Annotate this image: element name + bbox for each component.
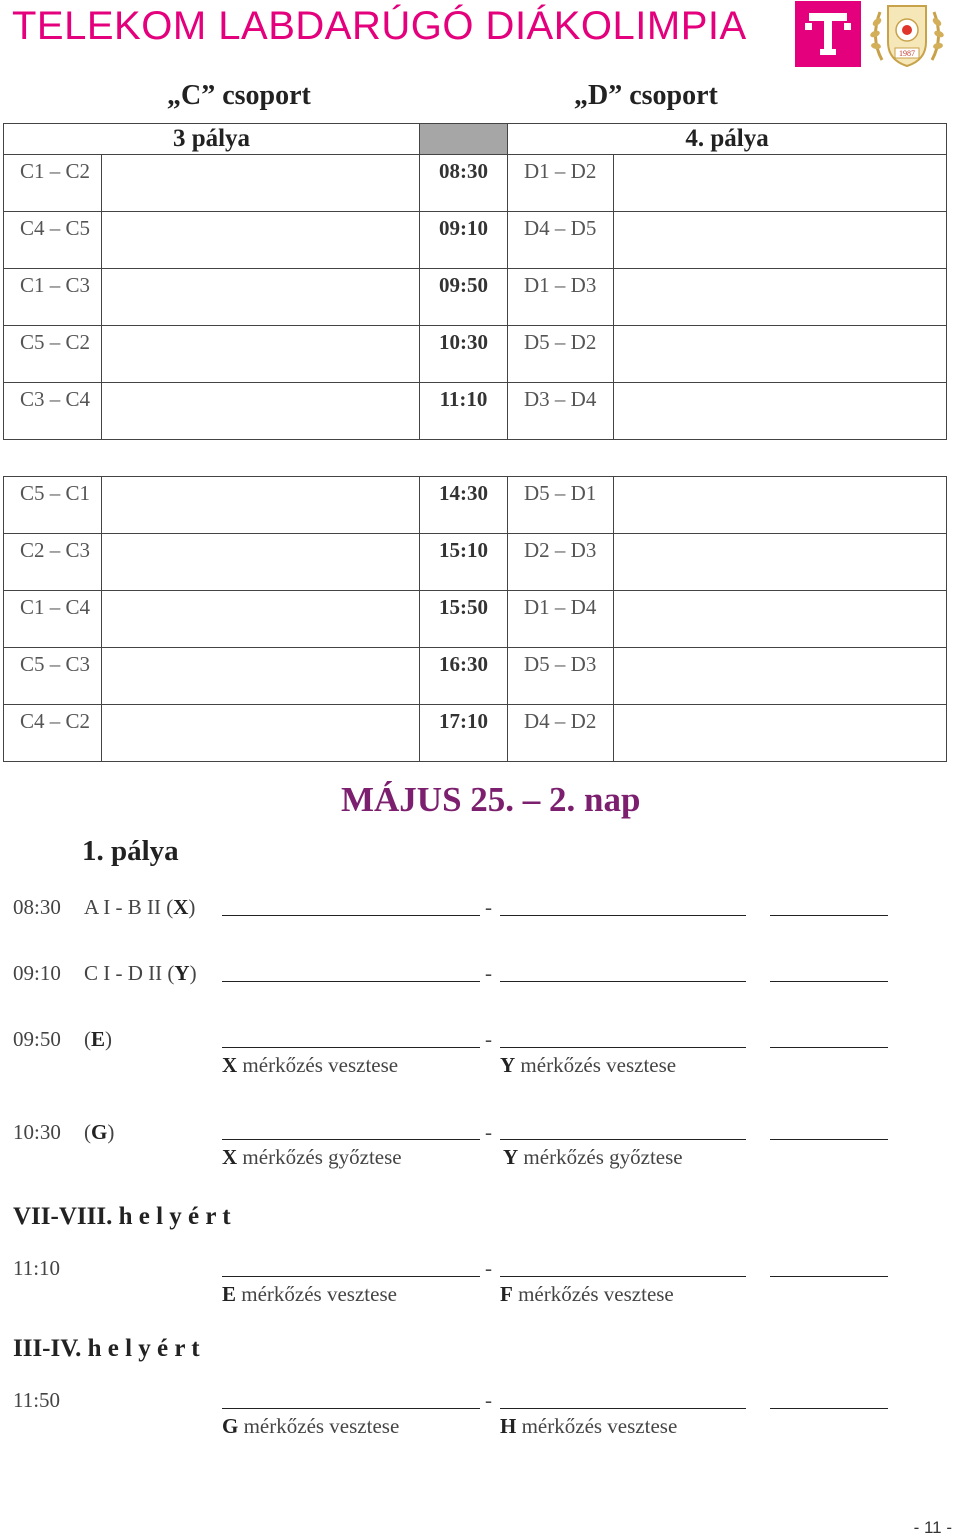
match-d: D1 – D2 bbox=[524, 159, 597, 183]
match-d: D1 – D4 bbox=[524, 595, 597, 619]
score-dash: - bbox=[485, 1027, 492, 1051]
match-code: Y bbox=[174, 961, 190, 985]
day-title: MÁJUS 25. – 2. nap bbox=[341, 780, 641, 819]
match-code: X bbox=[173, 895, 189, 919]
match-c: C5 – C2 bbox=[20, 330, 91, 354]
home-team-caption: X mérkőzés vesztese bbox=[222, 1053, 399, 1077]
match-time: 09:50 bbox=[439, 273, 489, 297]
match-time: 10:30 bbox=[13, 1120, 61, 1144]
result-line[interactable] bbox=[770, 1408, 888, 1409]
match-time: 11:10 bbox=[439, 387, 488, 411]
telekom-logo bbox=[795, 1, 861, 67]
group-c-heading: „C” csoport bbox=[167, 80, 311, 111]
match-d: D4 – D5 bbox=[524, 216, 597, 240]
table-row bbox=[4, 705, 947, 762]
home-team-caption: G mérkőzés vesztese bbox=[222, 1414, 400, 1438]
match-time: 11:50 bbox=[13, 1388, 61, 1412]
schedule-table-afternoon bbox=[3, 476, 947, 762]
table-row bbox=[4, 477, 947, 534]
result-line[interactable] bbox=[770, 1139, 888, 1140]
away-team-caption: H mérkőzés vesztese bbox=[500, 1414, 678, 1438]
table-row bbox=[4, 326, 947, 383]
match-c: C4 – C5 bbox=[20, 216, 91, 240]
away-team-caption: F mérkőzés vesztese bbox=[500, 1282, 674, 1306]
match-time: 17:10 bbox=[439, 709, 488, 733]
match-c: C5 – C3 bbox=[20, 652, 91, 676]
result-line[interactable] bbox=[770, 981, 888, 982]
table-row bbox=[4, 269, 947, 326]
match-time: 15:50 bbox=[439, 595, 488, 619]
pitch-3-label: 3 pálya bbox=[4, 124, 420, 155]
match-time: 09:50 bbox=[13, 1027, 61, 1051]
table-row bbox=[4, 383, 947, 440]
away-team-line[interactable] bbox=[500, 1276, 746, 1277]
table-row bbox=[4, 212, 947, 269]
away-team-caption: Y mérkőzés vesztese bbox=[500, 1053, 677, 1077]
away-team-line[interactable] bbox=[500, 1139, 746, 1140]
schedule-table-morning bbox=[3, 123, 947, 440]
pitch-4-label: 4. pálya bbox=[508, 124, 947, 155]
match-c: C4 – C2 bbox=[20, 709, 91, 733]
crest-year: 1987 bbox=[899, 49, 915, 58]
home-team-line[interactable] bbox=[222, 915, 480, 916]
match-label: (G) bbox=[84, 1120, 115, 1144]
match-label: C I - D II (Y) bbox=[84, 961, 197, 985]
match-label: A I - B II (X) bbox=[84, 895, 196, 919]
crest-logo bbox=[868, 0, 946, 70]
match-d: D3 – D4 bbox=[524, 387, 597, 411]
score-dash: - bbox=[485, 1388, 492, 1412]
placement-3-4-heading: III-IV. h e l y é r t bbox=[13, 1335, 200, 1362]
away-team-line[interactable] bbox=[500, 981, 746, 982]
away-team-caption: Y mérkőzés győztese bbox=[503, 1145, 683, 1169]
match-label: (E) bbox=[84, 1027, 113, 1051]
table-row bbox=[4, 648, 947, 705]
match-time: 16:30 bbox=[439, 652, 488, 676]
home-team-line[interactable] bbox=[222, 1276, 480, 1277]
match-d: D1 – D3 bbox=[524, 273, 597, 297]
away-team-line[interactable] bbox=[500, 1408, 746, 1409]
match-c: C1 – C4 bbox=[20, 595, 91, 619]
match-c: C1 – C3 bbox=[20, 273, 91, 297]
match-time: 10:30 bbox=[439, 330, 489, 354]
home-team-line[interactable] bbox=[222, 1047, 480, 1048]
match-c: C2 – C3 bbox=[20, 538, 91, 562]
home-team-caption: E mérkőzés vesztese bbox=[222, 1282, 397, 1306]
match-time: 14:30 bbox=[439, 481, 488, 505]
pitch-header-gray bbox=[420, 124, 508, 155]
match-time: 09:10 bbox=[439, 216, 489, 240]
score-dash: - bbox=[485, 961, 492, 985]
match-code: E bbox=[91, 1027, 106, 1051]
away-team-line[interactable] bbox=[500, 915, 746, 916]
match-c: C5 – C1 bbox=[20, 481, 91, 505]
match-time: 08:30 bbox=[13, 895, 61, 919]
result-line[interactable] bbox=[770, 1047, 888, 1048]
page-title: TELEKOM LABDARÚGÓ DIÁKOLIMPIA bbox=[12, 4, 747, 48]
table-row bbox=[4, 534, 947, 591]
match-code: G bbox=[91, 1120, 108, 1144]
page-number: - 11 - bbox=[913, 1518, 952, 1537]
result-line[interactable] bbox=[770, 915, 888, 916]
match-c: C1 – C2 bbox=[20, 159, 91, 183]
match-time: 11:10 bbox=[13, 1256, 61, 1280]
pitch-header-row bbox=[4, 124, 947, 155]
match-time: 15:10 bbox=[439, 538, 488, 562]
match-d: D5 – D2 bbox=[524, 330, 597, 354]
score-dash: - bbox=[485, 1256, 492, 1280]
group-d-heading: „D” csoport bbox=[574, 80, 718, 111]
home-team-caption: X mérkőzés győztese bbox=[222, 1145, 402, 1169]
away-team-line[interactable] bbox=[500, 1047, 746, 1048]
match-d: D4 – D2 bbox=[524, 709, 597, 733]
match-c: C3 – C4 bbox=[20, 387, 91, 411]
match-d: D5 – D3 bbox=[524, 652, 597, 676]
score-dash: - bbox=[485, 1120, 492, 1144]
match-time: 08:30 bbox=[439, 159, 489, 183]
table-row bbox=[4, 155, 947, 212]
home-team-line[interactable] bbox=[222, 981, 480, 982]
match-d: D2 – D3 bbox=[524, 538, 597, 562]
home-team-line[interactable] bbox=[222, 1139, 480, 1140]
score-dash: - bbox=[485, 895, 492, 919]
match-time: 09:10 bbox=[13, 961, 61, 985]
placement-7-8-heading: VII-VIII. h e l y é r t bbox=[13, 1203, 231, 1230]
table-row bbox=[4, 591, 947, 648]
result-line[interactable] bbox=[770, 1276, 888, 1277]
pitch-1-heading: 1. pálya bbox=[82, 835, 179, 867]
home-team-line[interactable] bbox=[222, 1408, 480, 1409]
match-d: D5 – D1 bbox=[524, 481, 597, 505]
